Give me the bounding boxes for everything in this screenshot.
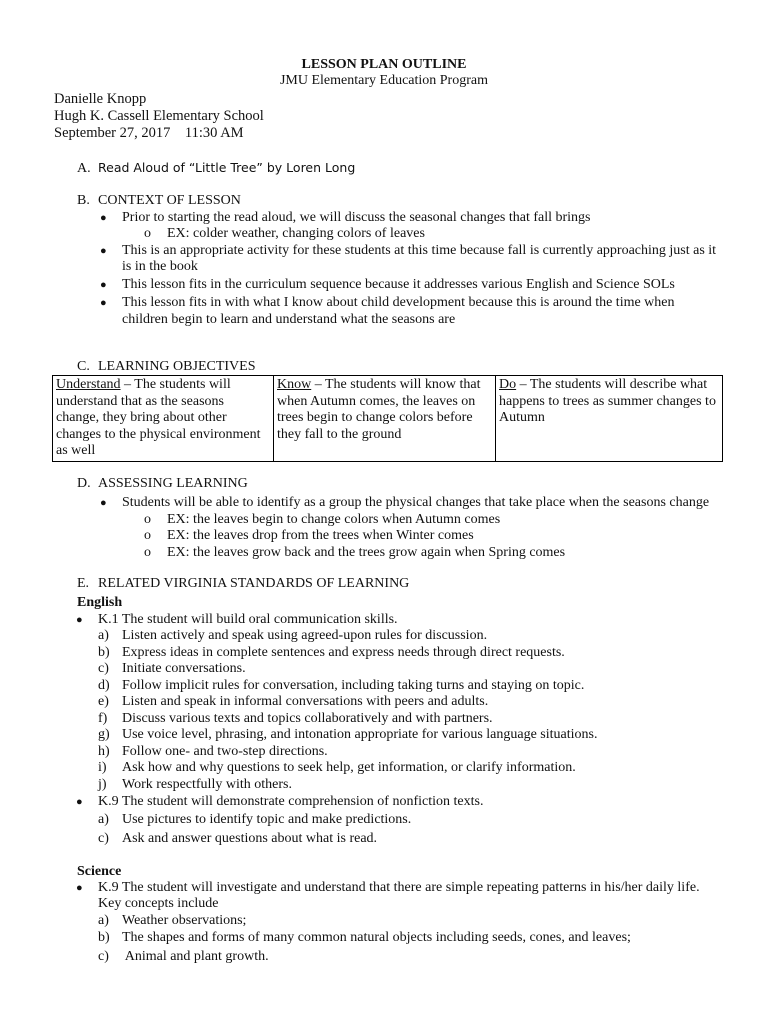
- list-item: [98, 913, 631, 930]
- objective-text: – The students will know that when Autumn comes, the leaves on trees begin to change colors before they fall to the ground: [277, 377, 481, 442]
- objective-key: Understand: [56, 377, 121, 392]
- bullet-icon: ●: [76, 614, 83, 626]
- section-e-heading: [77, 576, 409, 593]
- list-text: Listen actively and speak using agreed-upon rules for discussion.: [122, 628, 488, 643]
- bullet-icon: ●: [100, 297, 107, 309]
- section-a: [77, 160, 355, 178]
- objectives-table: [52, 375, 723, 462]
- list-item: [98, 628, 597, 645]
- list-text: Follow implicit rules for conversation, including taking turns and staying on topic.: [122, 677, 585, 693]
- list-letter: c): [98, 948, 109, 964]
- list-item: [98, 711, 597, 728]
- list-letter: a): [98, 913, 109, 928]
- sub-bullet-icon: o: [144, 226, 151, 241]
- list-item: [98, 694, 597, 711]
- objective-text: – The students will understand that as the seasons change, they bring about other changes to the physical environment as well: [56, 377, 261, 458]
- section-b-title: CONTEXT OF LESSON: [98, 193, 241, 208]
- section-c-letter: C.: [77, 359, 90, 374]
- objective-understand: [53, 376, 274, 462]
- list-item: [98, 930, 631, 949]
- list-letter: b): [98, 644, 110, 660]
- doc-title: LESSON PLAN OUTLINE: [301, 57, 467, 72]
- standard-k9-english: K.9 The student will demonstrate comprehension of nonfiction texts.: [98, 794, 484, 809]
- k1-list: [98, 628, 597, 793]
- objective-text: – The students will describe what happens to trees as summer changes to Autumn: [499, 377, 716, 425]
- bullet-icon: ●: [76, 796, 83, 808]
- list-text: Animal and plant growth.: [122, 948, 269, 964]
- objective-do: [496, 376, 723, 462]
- list-text: Weather observations;: [122, 913, 247, 928]
- english-heading: English: [77, 595, 123, 610]
- science-heading: Science: [77, 864, 122, 879]
- list-text: Ask how and why questions to seek help, get information, or clarify information.: [122, 760, 576, 775]
- list-letter: a): [98, 628, 109, 643]
- list-item: [98, 812, 411, 831]
- assessing-sub-1: EX: the leaves begin to change colors when Autumn comes: [167, 512, 501, 527]
- context-bullet-2-cont: is in the book: [122, 259, 198, 274]
- sub-bullet-icon: o: [144, 545, 151, 560]
- school-name: Hugh K. Cassell Elementary School: [54, 108, 264, 124]
- context-sub-1: EX: colder weather, changing colors of leaves: [167, 226, 425, 241]
- assessing-sub-3: EX: the leaves grow back and the trees grow again when Spring comes: [167, 545, 566, 560]
- standard-k9-science: K.9 The student will investigate and understand that there are simple repeating patterns in his/her daily life.: [98, 880, 700, 895]
- list-letter: c): [98, 661, 109, 676]
- objective-key: Do: [499, 377, 517, 392]
- standard-k1: K.1 The student will build oral communication skills.: [98, 612, 398, 627]
- list-item: [98, 645, 597, 662]
- context-bullet-4: This lesson fits in with what I know about child development because this is around the time when: [122, 295, 675, 310]
- section-a-text: Read Aloud of “Little Tree” by Loren Long: [98, 160, 356, 175]
- list-letter: a): [98, 812, 109, 827]
- list-text: Discuss various texts and topics collaboratively and with partners.: [122, 710, 493, 726]
- list-item: [98, 831, 411, 848]
- section-d-letter: D.: [77, 476, 91, 491]
- section-c-title: LEARNING OBJECTIVES: [98, 359, 256, 374]
- section-b-heading: [77, 193, 241, 210]
- section-b-letter: B.: [77, 193, 90, 208]
- section-d-title: ASSESSING LEARNING: [98, 476, 248, 491]
- list-letter: i): [98, 760, 107, 775]
- assessing-bullet: Students will be able to identify as a group the physical changes that take place when the seasons change: [122, 495, 710, 510]
- sub-bullet-icon: o: [144, 512, 151, 527]
- context-bullet-2: This is an appropriate activity for these students at this time because fall is currently approaching just as it: [122, 243, 717, 258]
- section-a-letter: A.: [77, 161, 91, 176]
- list-letter: g): [98, 727, 110, 742]
- assessing-sub-2: EX: the leaves drop from the trees when Winter comes: [167, 528, 474, 543]
- section-c-heading: [77, 359, 256, 376]
- context-bullet-4-cont: children begin to learn and understand what the seasons are: [122, 312, 456, 327]
- list-letter: d): [98, 677, 110, 693]
- list-text: Use voice level, phrasing, and intonation appropriate for various language situations.: [122, 727, 598, 742]
- list-letter: j): [98, 776, 107, 792]
- context-bullet-1: Prior to starting the read aloud, we will discuss the seasonal changes that fall brings: [122, 210, 591, 225]
- list-item: [98, 777, 597, 794]
- list-text: Follow one- and two-step directions.: [122, 743, 328, 759]
- list-text: The shapes and forms of many common natural objects including seeds, cones, and leaves;: [122, 929, 631, 945]
- list-item: [98, 661, 597, 678]
- author-name: Danielle Knopp: [54, 91, 147, 107]
- bullet-icon: ●: [76, 882, 83, 894]
- list-letter: e): [98, 694, 109, 709]
- list-item: [98, 949, 631, 966]
- list-letter: c): [98, 831, 109, 846]
- list-item: [98, 744, 597, 761]
- objective-know: [274, 376, 496, 462]
- bullet-icon: ●: [100, 497, 107, 509]
- lesson-date: September 27, 2017 11:30 AM: [54, 125, 244, 141]
- list-text: Express ideas in complete sentences and express needs through direct requests.: [122, 644, 565, 660]
- list-item: [98, 760, 597, 777]
- doc-header: [54, 91, 264, 142]
- bullet-icon: ●: [100, 279, 107, 291]
- list-letter: f): [98, 710, 108, 726]
- list-letter: h): [98, 743, 110, 759]
- list-text: Ask and answer questions about what is read.: [122, 831, 378, 846]
- doc-subtitle: JMU Elementary Education Program: [279, 73, 488, 88]
- k9s-list: [98, 913, 631, 965]
- section-e-title: RELATED VIRGINIA STANDARDS OF LEARNING: [98, 576, 410, 591]
- bullet-icon: ●: [100, 212, 107, 224]
- bullet-icon: ●: [100, 245, 107, 257]
- objective-key: Know: [277, 377, 312, 392]
- list-text: Work respectfully with others.: [122, 776, 292, 792]
- section-e-letter: E.: [77, 576, 90, 591]
- context-bullet-3: This lesson fits in the curriculum sequence because it addresses various English and Science SOLs: [122, 277, 675, 292]
- list-item: [98, 727, 597, 744]
- section-d-heading: [77, 476, 248, 493]
- list-text: Listen and speak in informal conversations with peers and adults.: [122, 694, 489, 709]
- list-item: [98, 678, 597, 695]
- list-text: Use pictures to identify topic and make predictions.: [122, 812, 412, 827]
- standard-k9-science-cont: Key concepts include: [98, 896, 219, 911]
- list-text: Initiate conversations.: [122, 661, 246, 676]
- list-letter: b): [98, 929, 110, 945]
- sub-bullet-icon: o: [144, 528, 151, 543]
- k9e-list: [98, 812, 411, 848]
